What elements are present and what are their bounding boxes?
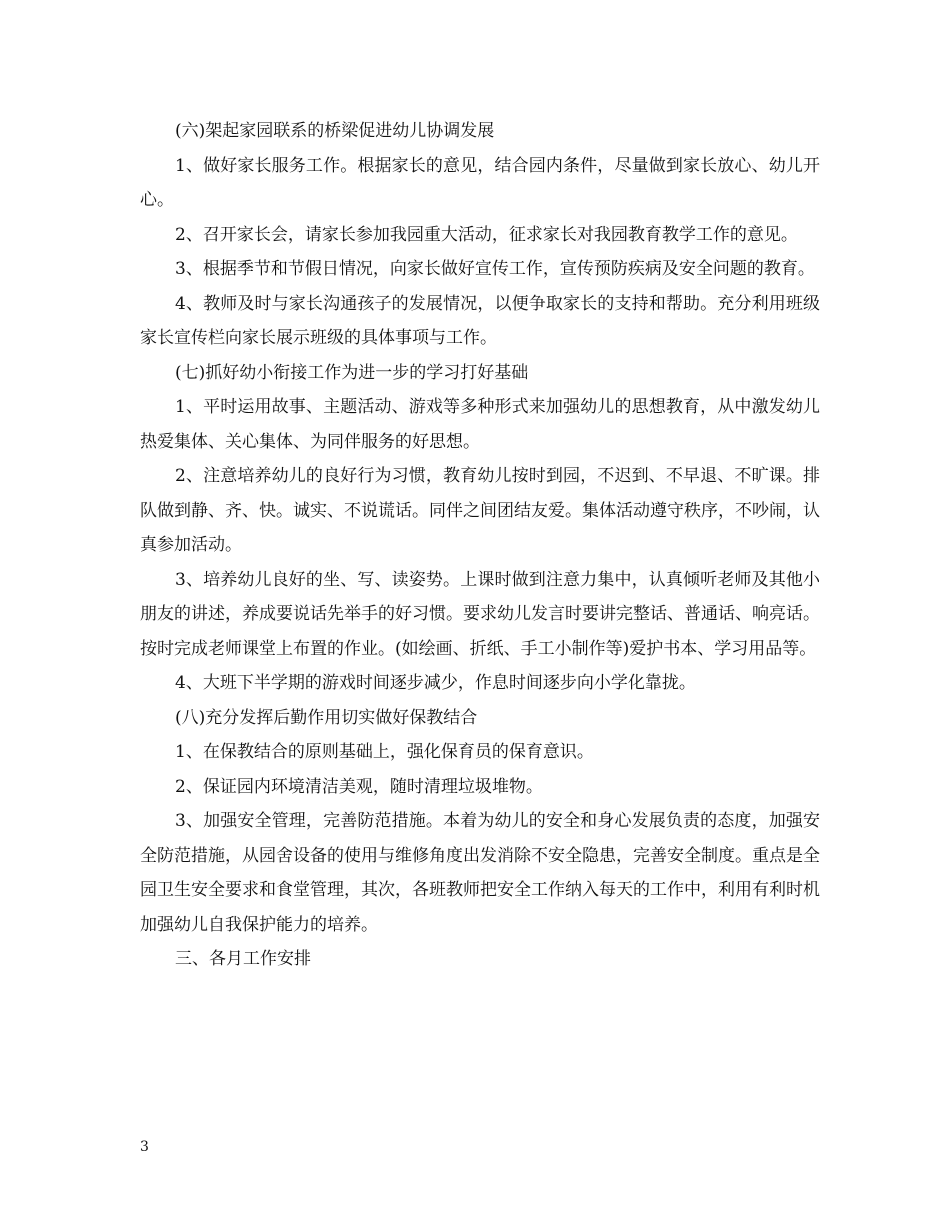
paragraph: 1、做好家长服务工作。根据家长的意见，结合园内条件，尽量做到家长放心、幼儿开心。 bbox=[140, 155, 820, 210]
section-heading-6: (六)架起家园联系的桥梁促进幼儿协调发展 bbox=[175, 121, 495, 141]
paragraph: 3、根据季节和节假日情况，向家长做好宣传工作，宣传预防疾病及安全问题的教育。 bbox=[175, 259, 815, 279]
paragraph: 1、在保教结合的原则基础上，强化保育员的保育意识。 bbox=[175, 742, 594, 762]
section-heading-7: (七)抓好幼小衔接工作为进一步的学习打好基础 bbox=[175, 362, 529, 383]
paragraph: 2、召开家长会，请家长参加我园重大活动，征求家长对我园教育教学工作的意见。 bbox=[175, 224, 798, 245]
paragraph: 4、大班下半学期的游戏时间逐步减少，作息时间逐步向小学化靠拢。 bbox=[175, 673, 696, 693]
paragraph: 2、注意培养幼儿的良好行为习惯，教育幼儿按时到园，不迟到、不早退、不旷课。排队做到静、齐、快。诚实、不说谎话。同伴之间团结友爱。集体活动遵守秩序，不吵闹，认真参加活动。 bbox=[140, 466, 820, 555]
section-heading-8: (八)充分发挥后勤作用切实做好保教结合 bbox=[175, 707, 478, 728]
paragraph: 3、加强安全管理，完善防范措施。本着为幼儿的安全和身心发展负责的态度，加强安全防范措施，从园舍设备的使用与维修角度出发消除不安全隐患，完善安全制度。重点是全园卫生安全要求和食堂管理，其次，各班教师把安全工作纳入每天的工作中，利用有利时机加强幼儿自我保护能力的培养。 bbox=[140, 811, 820, 935]
paragraph: 2、保证园内环境清洁美观，随时清理垃圾堆物。 bbox=[175, 776, 543, 797]
paragraph: 4、教师及时与家长沟通孩子的发展情况，以便争取家长的支持和帮助。充分利用班级家长宣传栏向家长展示班级的具体事项与工作。 bbox=[140, 293, 820, 348]
document-body bbox=[140, 114, 820, 977]
section-heading-3: 三、各月工作安排 bbox=[175, 949, 311, 969]
paragraph: 1、平时运用故事、主题活动、游戏等多种形式来加强幼儿的思想教育，从中激发幼儿热爱集体、关心集体、为同伴服务的好思想。 bbox=[140, 397, 820, 452]
page-number: 3 bbox=[140, 1139, 149, 1155]
paragraph: 3、培养幼儿良好的坐、写、读姿势。上课时做到注意力集中，认真倾听老师及其他小朋友的讲述，养成要说话先举手的好习惯。要求幼儿发言时要讲完整话、普通话、响亮话。按时完成老师课堂上布置的作业。(如绘画、折纸、手工小制作等)爱护书本、学习用品等。 bbox=[140, 569, 820, 659]
